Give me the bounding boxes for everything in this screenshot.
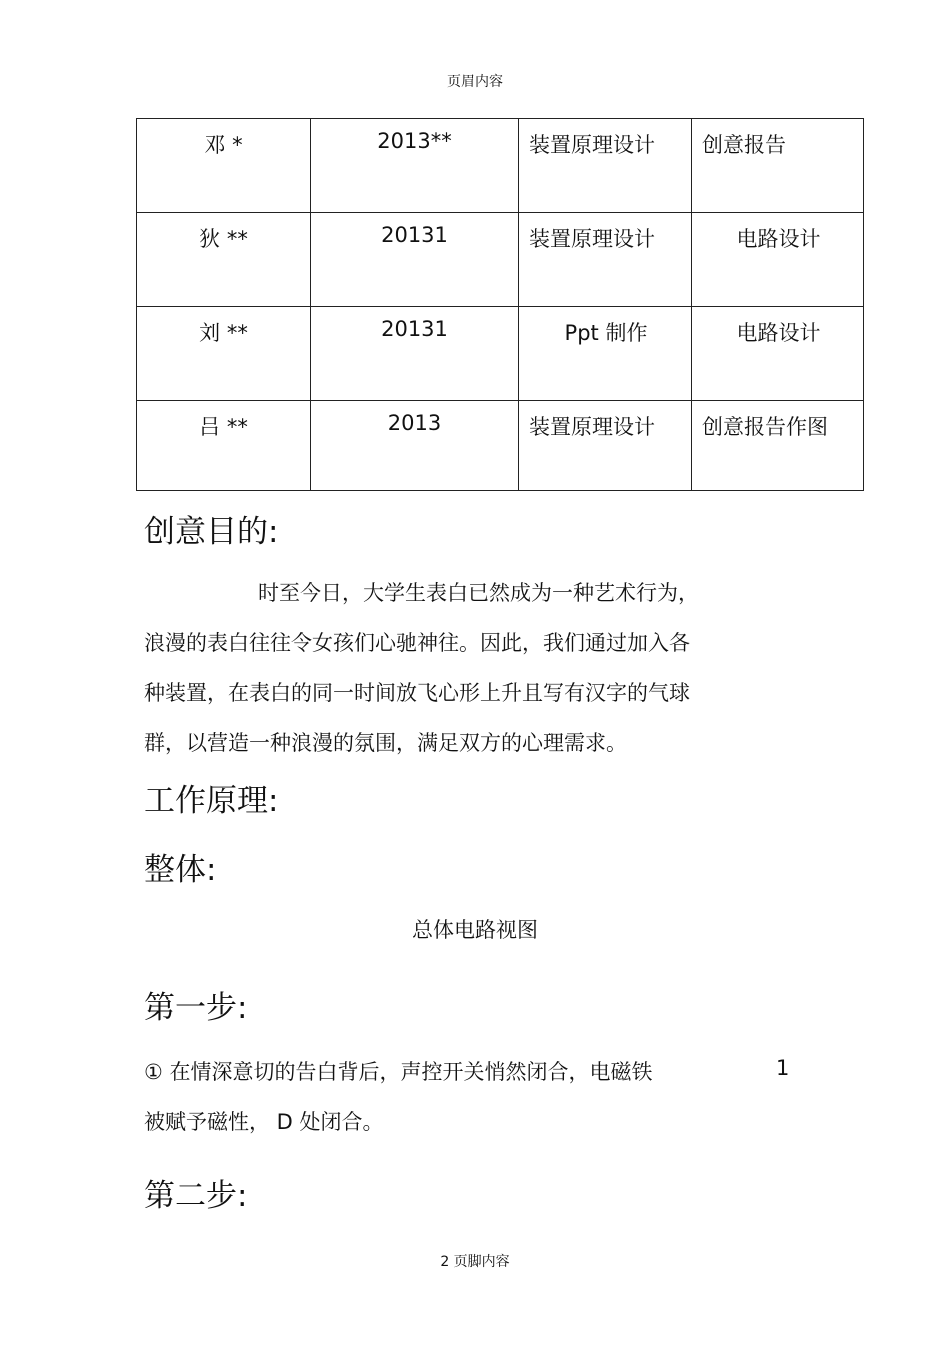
member-id: 20131 (311, 307, 519, 401)
member-name: 邓 * (137, 119, 311, 213)
table-row (137, 307, 864, 401)
purpose-paragraph (144, 568, 784, 768)
member-role: 电路设计 (692, 213, 864, 307)
section-title-principle: 工作原理: (144, 783, 279, 819)
member-role: 创意报告作图 (692, 401, 864, 491)
step1-line: 被赋予磁性， D 处闭合。 (144, 1110, 384, 1134)
table-row (137, 213, 864, 307)
page-footer: 2 页脚内容 (440, 1254, 510, 1270)
member-task: 装置原理设计 (519, 119, 692, 213)
section-title-overall: 整体: (144, 852, 217, 888)
member-role: 电路设计 (692, 307, 864, 401)
paragraph-line: 时至今日，大学生表白已然成为一种艺术行为， (258, 581, 699, 605)
section-title-purpose: 创意目的: (144, 514, 279, 550)
paragraph-line: 群，以营造一种浪漫的氛围，满足双方的心理需求。 (144, 731, 627, 755)
section-title-step1: 第一步: (144, 990, 248, 1026)
member-id: 2013** (311, 119, 519, 213)
paragraph-line: 浪漫的表白往往令女孩们心驰神往。因此，我们通过加入各 (144, 631, 690, 655)
step1-line-number: 1 (776, 1056, 790, 1080)
member-id: 20131 (311, 213, 519, 307)
step1-line: ① 在情深意切的告白背后，声控开关悄然闭合，电磁铁 (144, 1060, 653, 1084)
member-role: 创意报告 (692, 119, 864, 213)
member-name: 刘 ** (137, 307, 311, 401)
member-task: 装置原理设计 (519, 401, 692, 491)
page-header: 页眉内容 (447, 74, 503, 90)
section-title-step2: 第二步: (144, 1178, 248, 1214)
circuit-caption: 总体电路视图 (412, 918, 538, 942)
member-name: 狄 ** (137, 213, 311, 307)
member-name: 吕 ** (137, 401, 311, 491)
member-table (136, 118, 864, 491)
paragraph-line: 种装置，在表白的同一时间放飞心形上升且写有汉字的气球 (144, 681, 690, 705)
table-row (137, 119, 864, 213)
member-task: 装置原理设计 (519, 213, 692, 307)
table-row (137, 401, 864, 491)
member-task: Ppt 制作 (519, 307, 692, 401)
member-id: 2013 (311, 401, 519, 491)
